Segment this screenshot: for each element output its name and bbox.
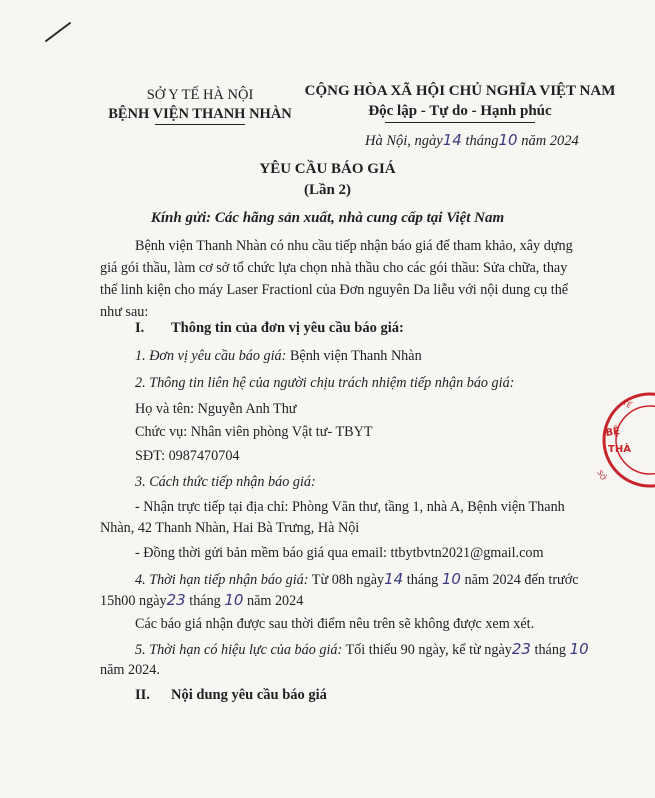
intro-line-1: Bệnh viện Thanh Nhàn có nhu cầu tiếp nhận báo giá để tham khảo, xây dựng [135,238,573,254]
section-2-title: Nội dung yêu cầu báo giá [171,687,327,703]
document-subtitle: (Lần 2) [303,182,352,198]
issuing-organization [100,86,300,125]
svg-text:SỞ: SỞ [595,469,608,483]
section-1-title: Thông tin của đơn vị yêu cầu báo giá: [171,320,404,336]
info-item-2-label: 2. Thông tin liên hệ của người chịu trách nhiệm tiếp nhận báo giá: [135,375,515,391]
svg-text:TẾ: TẾ [621,398,633,411]
svg-text:THÀ: THÀ [608,444,631,455]
handwritten-end-month: 10 [224,591,244,609]
greeting: Kính gửi: Các hãng sản xuất, nhà cung cấp tại Việt Nam [150,210,505,226]
contact-phone: SĐT: 0987470704 [135,448,240,464]
national-header [280,82,640,123]
red-stamp-icon [592,390,655,490]
intro-line-3: thế linh kiện cho máy Laser Fractionl của Đơn nguyên Da liễu với nội dung cụ thể [100,282,569,298]
info-item-1: 1. Đơn vị yêu cầu báo giá: Bệnh viện Thanh Nhàn [135,348,422,364]
org-parent: SỞ Y TẾ HÀ NỘI [146,87,254,103]
motto-underline [385,122,535,123]
national-motto: Độc lập - Tự do - Hạnh phúc [368,103,552,119]
handwritten-validity-day: 23 [511,640,531,658]
org-name: BỆNH VIỆN THANH NHÀN [108,106,292,122]
contact-position: Chức vụ: Nhân viên phòng Vật tư- TBYT [135,424,373,440]
contact-name: Họ và tên: Nguyễn Anh Thư [135,401,297,417]
org-underline [155,124,245,125]
svg-text:BỆ: BỆ [604,426,621,439]
handwritten-start-month: 10 [441,570,461,588]
handwritten-month: 10 [498,131,518,149]
handwritten-day: 14 [442,131,462,149]
intro-line-4: như sau: [100,304,149,320]
handwritten-validity-month: 10 [569,640,589,658]
document-title: YÊU CẦU BÁO GIÁ [259,161,396,177]
email-line: - Đồng thời gửi bản mềm báo giá qua email: ttbytbvtn2021@gmail.com [135,545,544,561]
late-submission-note: Các báo giá nhận được sau thời điểm nêu trên sẽ không được xem xét. [135,616,535,632]
info-item-4-line-2: 15h00 ngày23 tháng 10 năm 2024 [100,591,304,609]
section-1-number: I. [135,320,145,336]
document-date: Hà Nội, ngày14 tháng10 năm 2024 [365,131,579,149]
info-item-5-line-1: 5. Thời hạn có hiệu lực của báo giá: Tối thiểu 90 ngày, kể từ ngày23 tháng 10 [135,640,589,658]
intro-line-2: giá gói thầu, làm cơ sở tổ chức lựa chọn nhà thầu cho các gói thầu: Sửa chữa, thay [100,260,568,276]
handwritten-start-day: 14 [384,570,404,588]
handwritten-end-day: 23 [166,591,186,609]
section-2-number: II. [135,687,150,703]
direct-delivery-line-2: Nhàn, 42 Thanh Nhàn, Hai Bà Trưng, Hà Nội [100,520,360,536]
pen-stroke-mark [44,20,74,44]
info-item-3-label: 3. Cách thức tiếp nhận báo giá: [135,474,316,490]
info-item-5-line-2: năm 2024. [100,662,160,678]
direct-delivery-line-1: - Nhận trực tiếp tại địa chỉ: Phòng Văn thư, tầng 1, nhà A, Bệnh viện Thanh [135,499,565,515]
country-name: CỘNG HÒA XÃ HỘI CHỦ NGHĨA VIỆT NAM [304,83,616,99]
info-item-4-line-1: 4. Thời hạn tiếp nhận báo giá: Từ 08h ngày14 tháng 10 năm 2024 đến trước [135,570,579,588]
